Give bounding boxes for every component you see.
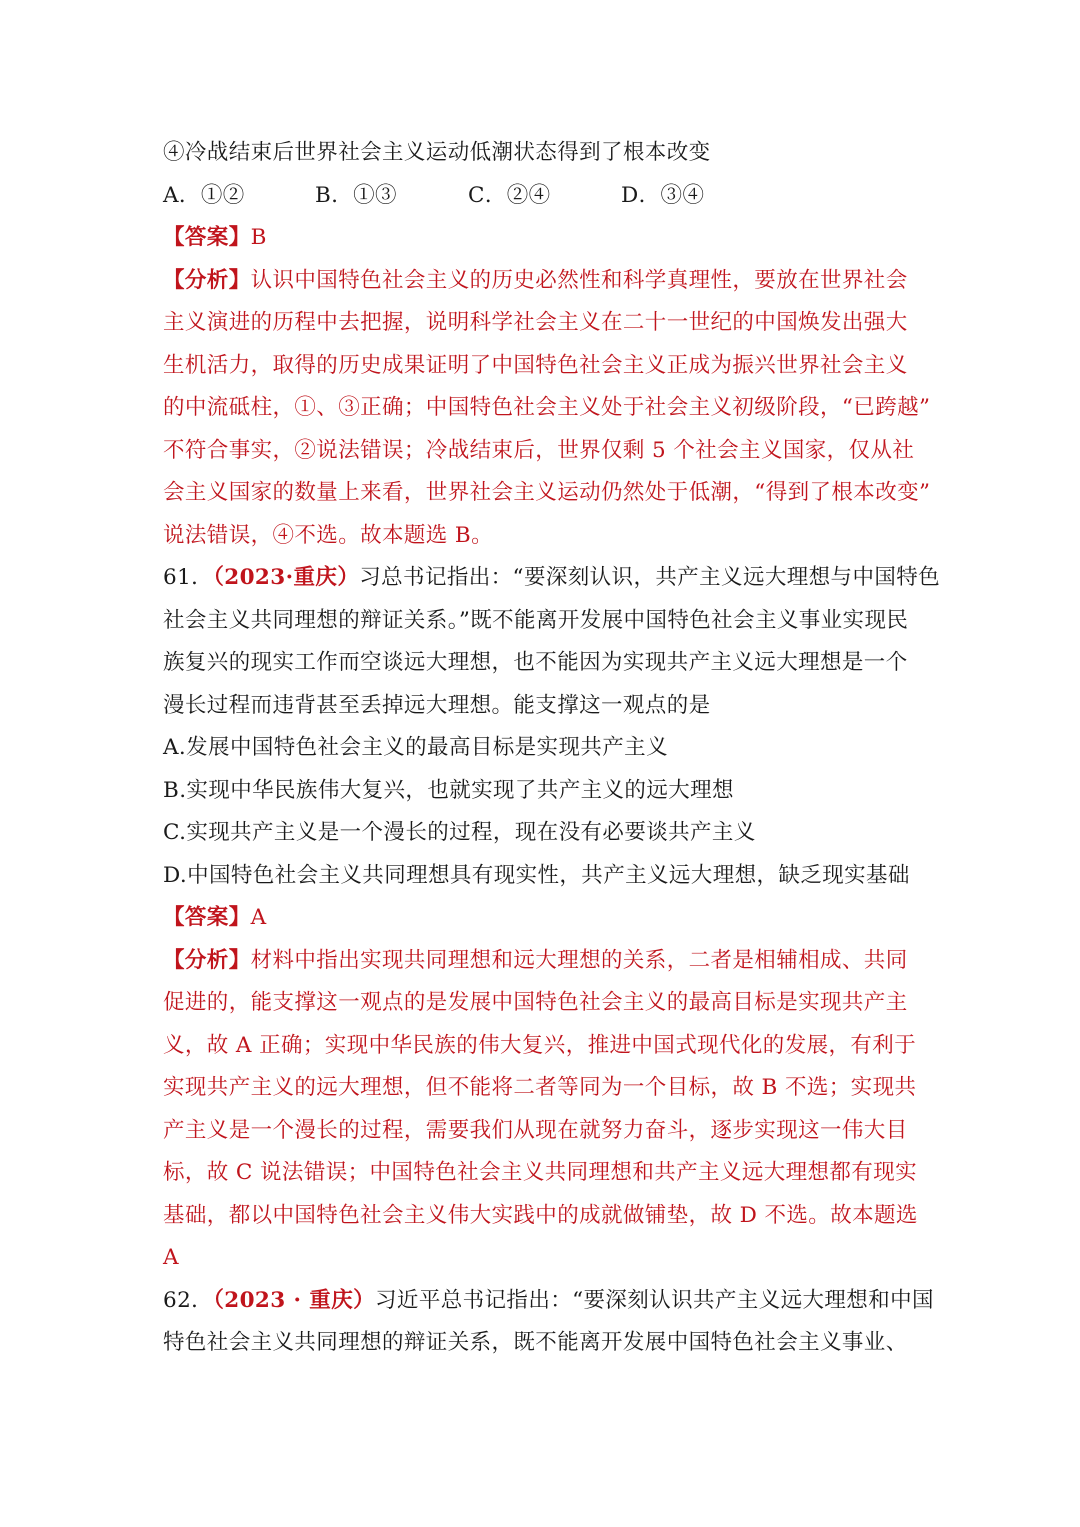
analysis-text: 认识中国特色社会主义的历史必然性和科学真理性，要放在世界社会 <box>250 267 908 293</box>
q60-options <box>163 175 923 218</box>
q60-option-a: A．①② <box>163 182 245 208</box>
answer-label: 【答案】 <box>163 225 251 250</box>
q61-answer <box>163 897 923 940</box>
q61-stem-line: 族复兴的现实工作而空谈远大理想，也不能因为实现共产主义远大理想是一个 <box>163 650 908 675</box>
q61-analysis-line: 实现共产主义的远大理想，但不能将二者等同为一个目标，故 B 不选；实现共 <box>163 1075 917 1100</box>
answer-label: 【答案】 <box>163 905 251 930</box>
q60-analysis-line: 不符合事实，②说法错误；冷战结束后，世界仅剩 5 个社会主义国家，仅从社 <box>163 437 915 463</box>
q60-answer <box>163 217 923 260</box>
q61-option-d: D.中国特色社会主义共同理想具有现实性，共产主义远大理想，缺乏现实基础 <box>163 862 910 888</box>
q61-option-a: A.发展中国特色社会主义的最高目标是实现共产主义 <box>163 735 668 760</box>
q61-option-b: B.实现中华民族伟大复兴，也就实现了共产主义的远大理想 <box>163 777 734 803</box>
q60-item-4: ④冷战结束后世界社会主义运动低潮状态得到了根本改变 <box>163 140 711 165</box>
q60-option-b: B．①③ <box>315 182 397 208</box>
q60-analysis-line: 主义演进的历程中去把握，说明科学社会主义在二十一世纪的中国焕发出强大 <box>163 310 908 335</box>
q61-stem-line: 漫长过程而违背甚至丢掉远大理想。能支撑这一观点的是 <box>163 692 711 718</box>
question-number: 61． <box>163 565 214 590</box>
q62-stem-line <box>163 1280 934 1323</box>
answer-value: A <box>250 905 267 930</box>
q61-stem-line <box>163 557 941 600</box>
question-number: 62． <box>163 1287 214 1313</box>
analysis-label: 【分析】 <box>163 947 251 973</box>
question-source: （2023 · 重庆） <box>213 1287 376 1313</box>
q60-analysis-line: 说法错误，④不选。故本题选 B。 <box>163 522 494 548</box>
q61-option-c: C.实现共产主义是一个漫长的过程，现在没有必要谈共产主义 <box>163 820 756 845</box>
q61-analysis-line: 基础，都以中国特色社会主义伟大实践中的成就做铺垫，故 D 不选。故本题选 <box>163 1202 918 1228</box>
q60-analysis-line: 会主义国家的数量上来看，世界社会主义运动仍然处于低潮，“得到了根本改变” <box>163 480 931 505</box>
q60-analysis-line: 的中流砥柱，①、③正确；中国特色社会主义处于社会主义初级阶段，“已跨越” <box>163 395 931 420</box>
document-page <box>163 132 941 1365</box>
stem-text: 习近平总书记指出：“要深刻认识共产主义远大理想和中国 <box>375 1287 934 1313</box>
analysis-text: 材料中指出实现共同理想和远大理想的关系，二者是相辅相成、共同 <box>250 947 908 973</box>
stem-text: 习总书记指出：“要深刻认识，共产主义远大理想与中国特色 <box>359 565 941 590</box>
q61-stem-line: 社会主义共同理想的辩证关系。”既不能离开发展中国特色社会主义事业实现民 <box>163 607 909 633</box>
answer-value: B <box>250 225 267 250</box>
q60-analysis-line <box>163 260 923 303</box>
q60-analysis-line: 生机活力，取得的历史成果证明了中国特色社会主义正成为振兴世界社会主义 <box>163 352 908 378</box>
q61-analysis-line: 产主义是一个漫长的过程，需要我们从现在就努力奋斗，逐步实现这一伟大目 <box>163 1117 908 1143</box>
analysis-label: 【分析】 <box>163 267 251 293</box>
q61-analysis-line: 促进的，能支撑这一观点的是发展中国特色社会主义的最高目标是实现共产主 <box>163 990 908 1015</box>
q61-analysis-line: 义，故 A 正确；实现中华民族的伟大复兴，推进中国式现代化的发展，有利于 <box>163 1032 917 1058</box>
q60-option-d: D．③④ <box>621 182 705 208</box>
q60-option-c: C．②④ <box>468 182 551 208</box>
q61-analysis-line: 标，故 C 说法错误；中国特色社会主义共同理想和共产主义远大理想都有现实 <box>163 1160 918 1185</box>
q61-analysis-line <box>163 940 923 983</box>
q62-stem-line: 特色社会主义共同理想的辩证关系，既不能离开发展中国特色社会主义事业、 <box>163 1330 908 1355</box>
question-source: （2023·重庆） <box>213 565 360 590</box>
q61-analysis-line: A <box>163 1245 179 1270</box>
